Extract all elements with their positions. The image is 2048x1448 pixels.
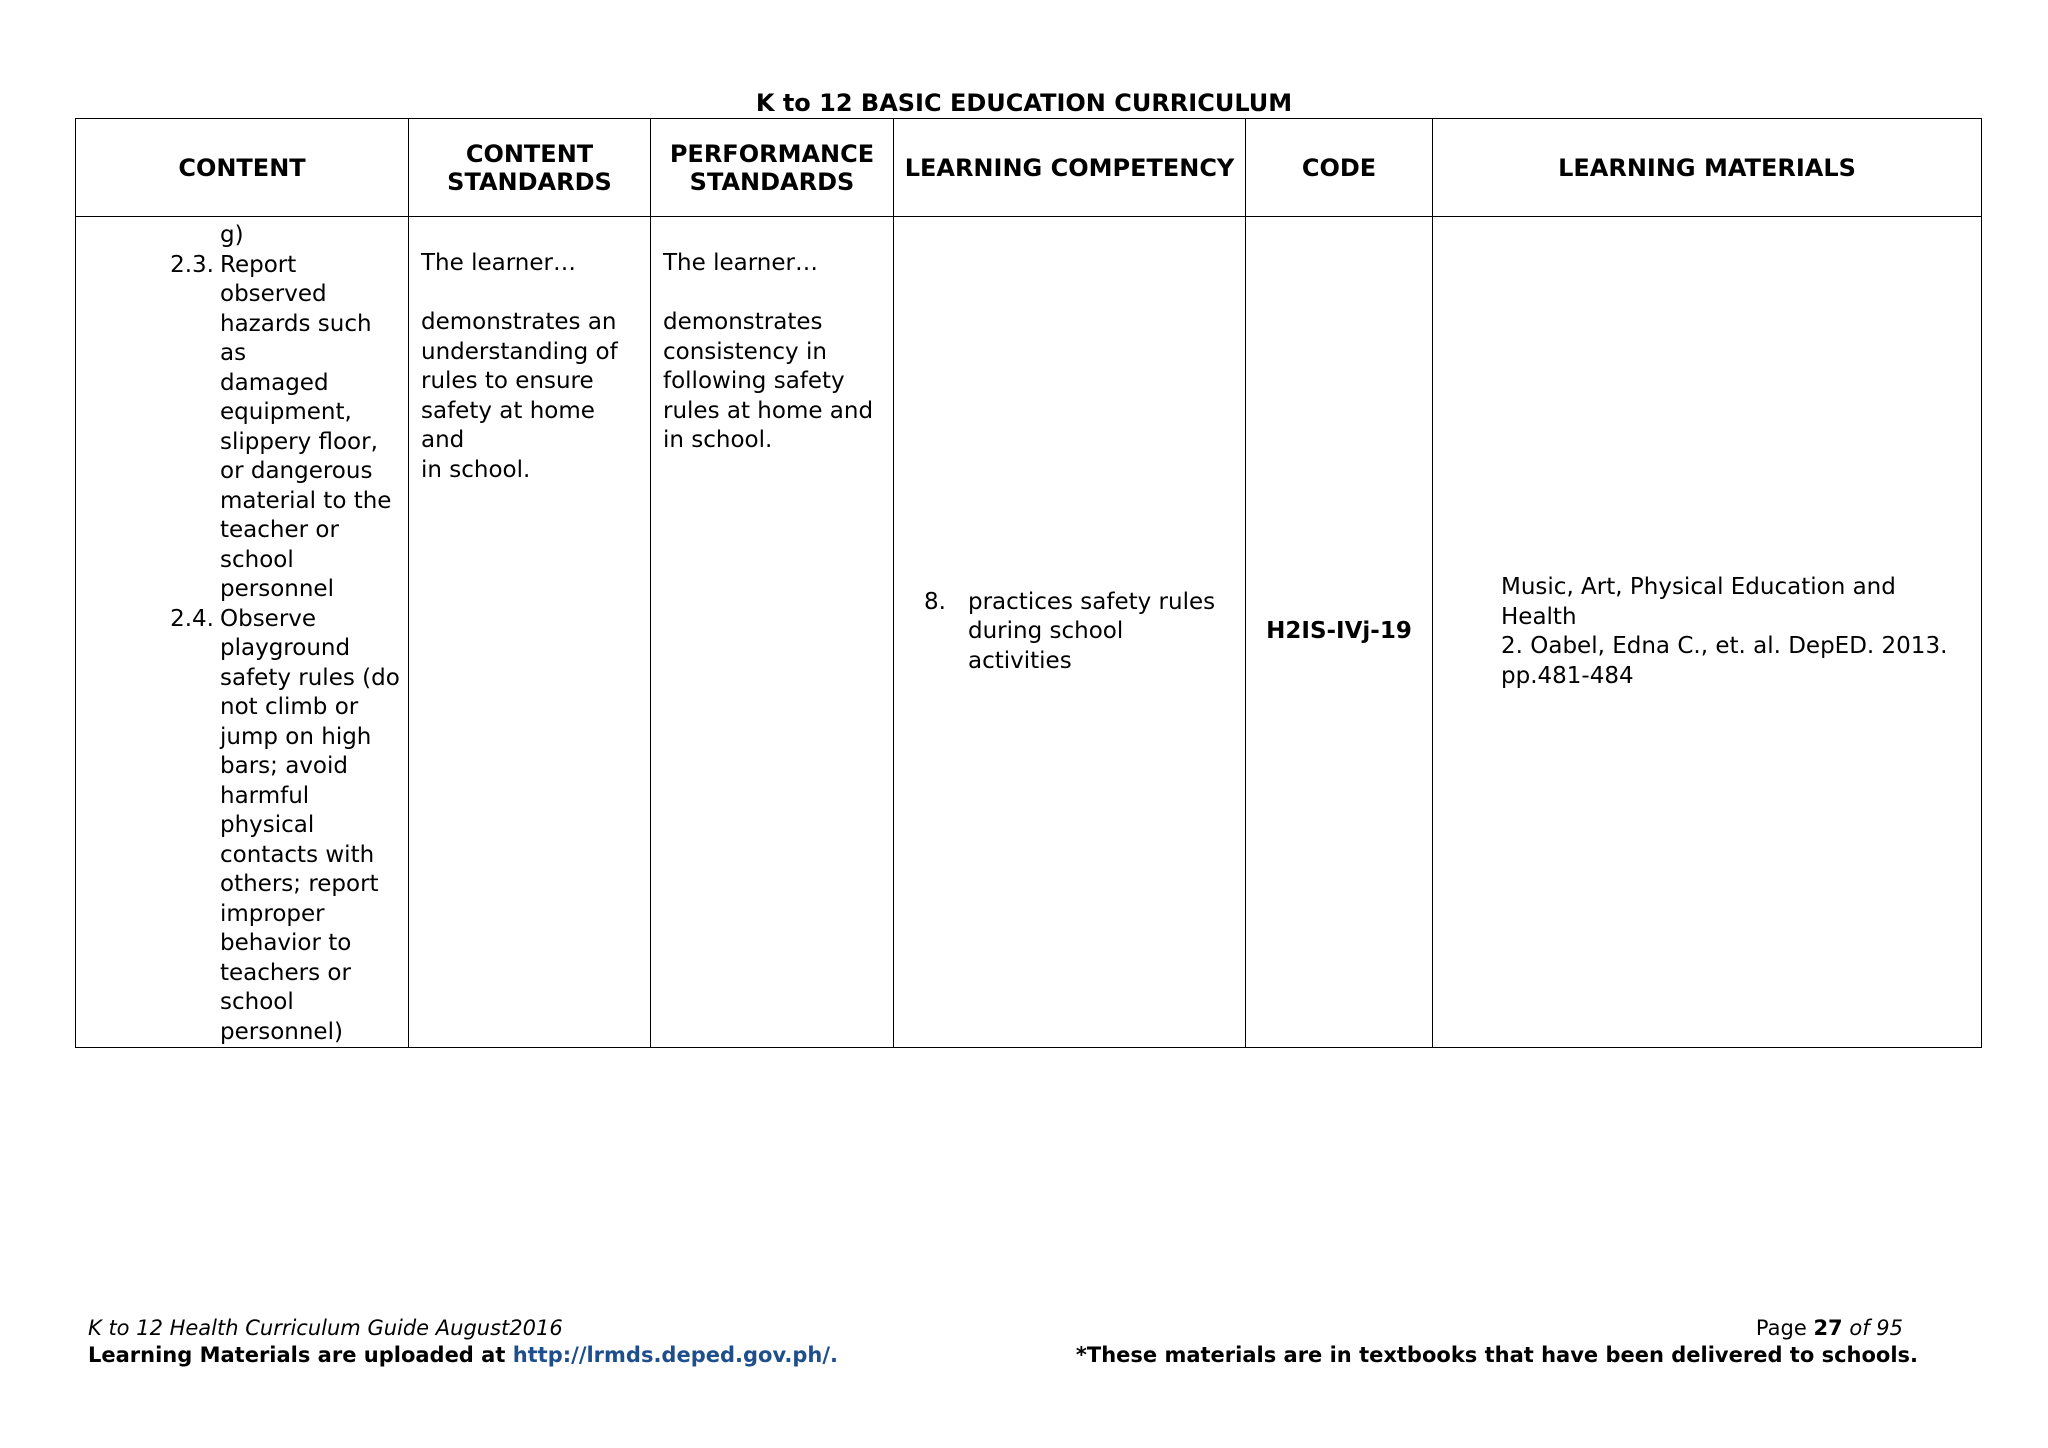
performance-standards-intro: The learner…	[663, 250, 818, 276]
page-number: 27	[1813, 1316, 1843, 1340]
content-item	[76, 605, 402, 1048]
competency-text: practices safety rules during school activities	[968, 588, 1216, 674]
competency-number: 8.	[924, 588, 946, 615]
lrmds-link[interactable]: http://lrmds.deped.gov.ph/.	[512, 1343, 839, 1367]
header-code: CODE	[1246, 119, 1433, 217]
content-standards-intro: The learner…	[421, 250, 576, 276]
header-learning-competency: LEARNING COMPETENCY	[894, 119, 1246, 217]
footer-upload-note: Learning Materials are uploaded at http://lrmds.deped.gov.ph/.	[88, 1343, 839, 1367]
content-standards-cell: The learner… demonstrates an understanding of rules to ensure safety at home and in school.	[409, 217, 651, 1048]
table-row	[76, 217, 1982, 1048]
table-header-row	[76, 119, 1982, 217]
content-item-number: 2.3.	[170, 251, 214, 278]
learning-materials-cell: Music, Art, Physical Education and Health 2. Oabel, Edna C., et. al. DepED. 2013. pp.481-484	[1433, 217, 1982, 1048]
footer-textbook-note: *These materials are in textbooks that have been delivered to schools.	[1075, 1343, 1918, 1367]
content-continuation: g)	[220, 222, 244, 248]
content-item-number: 2.4.	[170, 605, 214, 632]
header-performance-standards: PERFORMANCE STANDARDS	[651, 119, 894, 217]
curriculum-table	[75, 118, 1982, 1048]
competency-item	[924, 588, 1233, 677]
footer-guide-title: K to 12 Health Curriculum Guide August2016	[88, 1316, 563, 1340]
performance-standards-cell: The learner… demonstrates consistency in following safety rules at home and in school.	[651, 217, 894, 1048]
learning-competency-cell	[894, 217, 1246, 1048]
code-cell: H2IS-IVj-19	[1246, 217, 1433, 1048]
content-cell	[76, 217, 409, 1048]
header-content: CONTENT	[76, 119, 409, 217]
content-item	[76, 251, 402, 605]
page-indicator: Page 27 of 95	[1755, 1316, 1903, 1340]
content-item-text: Report observed hazards such as damaged equipment, slippery floor, or dangerous material to the teacher or school personnel	[220, 251, 392, 602]
header-learning-materials: LEARNING MATERIALS	[1433, 119, 1982, 217]
page-title: K to 12 BASIC EDUCATION CURRICULUM	[755, 89, 1293, 117]
content-item-text: Observe playground safety rules (do not climb or jump on high bars; avoid harmful physical contacts with others; report improper behavior to teachers or school personnel)	[220, 605, 400, 1045]
header-content-standards: CONTENT STANDARDS	[409, 119, 651, 217]
